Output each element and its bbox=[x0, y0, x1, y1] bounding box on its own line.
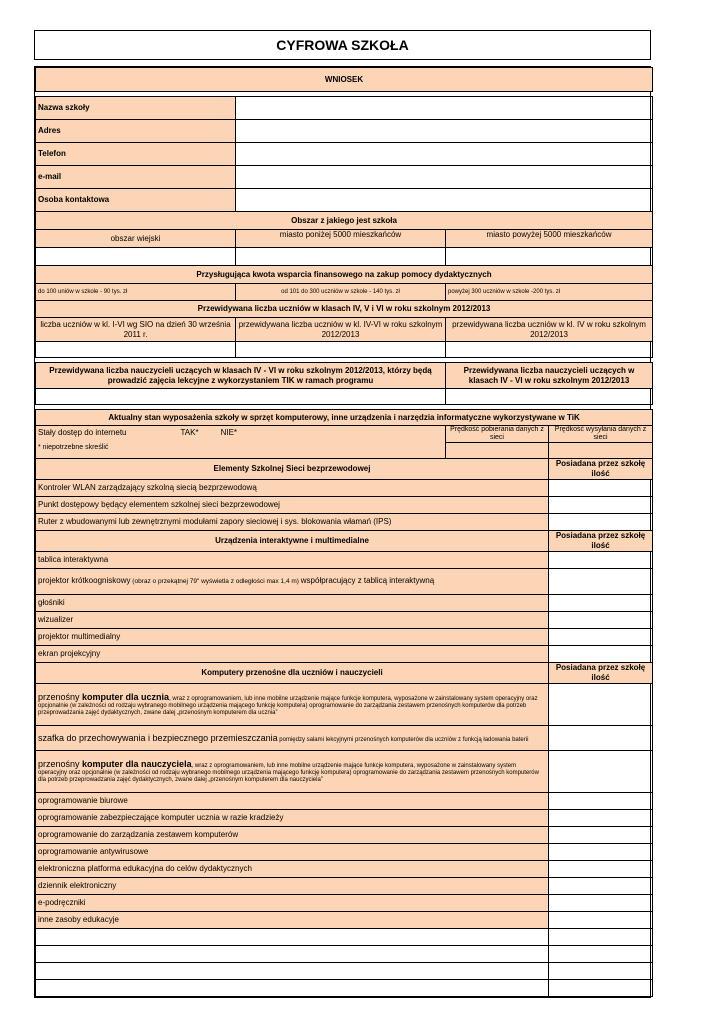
upload-speed-field[interactable] bbox=[549, 443, 653, 459]
teacher-laptop-c: , wraz z oprogramowaniem, lub inne mobilne urządzenie mające funkcje komputera, wyposażone w zainstalowany system operacyjny oraz opcjonalnie (w zależności od rodzaju wybranego mobilnego urządzenia mającego funkcję komputera) oprogramowanie do zarządzania zestawem przenośnych komputerów dla potrzeb przeprowadzania zajęć dydaktycznych, zwane dalej „przenośnym komputerem dla nauczyciela” bbox=[38, 763, 539, 783]
qty-field[interactable] bbox=[549, 861, 653, 878]
empty-item-field[interactable] bbox=[36, 946, 549, 963]
qty-field[interactable] bbox=[549, 810, 653, 827]
qty-field[interactable] bbox=[549, 827, 653, 844]
qty-field[interactable] bbox=[549, 726, 653, 751]
list-item: Ruter z wbudowanymi lub zewnętrznymi modułami zapory sieciowej i sys. blokowania włamań (IPS) bbox=[36, 514, 549, 531]
form-title: CYFROWA SZKOŁA bbox=[34, 30, 651, 60]
form-subtitle: WNIOSEK bbox=[36, 68, 653, 92]
portable-heading: Komputery przenośne dla uczniów i nauczycieli bbox=[36, 663, 549, 684]
upload-speed-label: Prędkość wysyłania danych z sieci bbox=[549, 426, 653, 443]
cabinet-b: pomiędzy salami lekcyjnymi przenośnych komputerów dla uczniów z funkcją ładowania baterii bbox=[277, 736, 529, 743]
student-laptop-a: przenośny bbox=[38, 692, 83, 702]
qty-field[interactable] bbox=[549, 646, 653, 663]
teacher-laptop-b: komputer dla nauczyciela bbox=[82, 759, 192, 769]
list-item: projektor multimedialny bbox=[36, 629, 549, 646]
email-field[interactable] bbox=[236, 166, 653, 189]
area-heading: Obszar z jakiego jest szkoła bbox=[36, 212, 653, 230]
portable-qty-heading: Posiadana przez szkołę ilość bbox=[549, 663, 653, 684]
students-col-sio: liczba uczniów w kl. I-VI wg SIO na dzień 30 września 2011 r. bbox=[36, 318, 236, 342]
list-item: oprogramowanie antywirusowe bbox=[36, 844, 549, 861]
qty-field[interactable] bbox=[549, 612, 653, 629]
qty-field[interactable] bbox=[549, 929, 653, 946]
teachers-total-heading: Przewidywana liczba nauczycieli uczących w klasach IV - VI w roku szkolnym 2012/2013 bbox=[446, 363, 653, 389]
contact-person-label: Osoba kontaktowa bbox=[36, 189, 236, 212]
teacher-laptop-a: przenośny bbox=[38, 759, 83, 769]
qty-field[interactable] bbox=[549, 684, 653, 726]
list-item-projector bbox=[36, 569, 549, 595]
list-item-student-laptop bbox=[36, 684, 549, 726]
internet-access-label: Stały dostęp do internetu bbox=[38, 428, 127, 437]
list-item: ekran projekcyjny bbox=[36, 646, 549, 663]
empty-item-field[interactable] bbox=[36, 929, 549, 946]
qty-field[interactable] bbox=[549, 480, 653, 497]
area-option-small-city: miasto poniżej 5000 mieszkańców bbox=[236, 230, 446, 248]
students-iv-field[interactable] bbox=[446, 342, 653, 358]
email-label: e-mail bbox=[36, 166, 236, 189]
teachers-tik-field[interactable] bbox=[36, 389, 446, 405]
qty-field[interactable] bbox=[549, 569, 653, 595]
students-col-iv-vi: przewidywana liczba uczniów w kl. IV-VI w roku szkolnym 2012/2013 bbox=[236, 318, 446, 342]
area-small-city-field[interactable] bbox=[236, 248, 446, 266]
qty-field[interactable] bbox=[549, 844, 653, 861]
list-item: oprogramowanie biurowe bbox=[36, 793, 549, 810]
list-item: oprogramowanie do zarządzania zestawem komputerów bbox=[36, 827, 549, 844]
student-laptop-c: , wraz z oprogramowaniem, lub inne mobilne urządzenie mające funkcje komputera, wyposażone w zainstalowany system operacyjny oraz opcjonalnie (w zależności od rodzaju wybranego mobilnego urządzenia mającego funkcję komputera) oprogramowanie do zarządzania zestawem przenośnych komputerów dla potrzeb przeprowadzania zajęć dydaktycznych, zwane dalej „przenośnym komputerem dla ucznia” bbox=[38, 696, 538, 716]
list-item-teacher-laptop bbox=[36, 751, 549, 793]
list-item: elektroniczna platforma edukacyjna do celów dydaktycznych bbox=[36, 861, 549, 878]
empty-item-field[interactable] bbox=[36, 963, 549, 980]
area-rural-field[interactable] bbox=[36, 248, 236, 266]
qty-field[interactable] bbox=[549, 497, 653, 514]
contact-person-field[interactable] bbox=[236, 189, 653, 212]
school-name-field[interactable] bbox=[236, 97, 653, 120]
students-col-iv: przewidywana liczba uczniów w kl. IV w roku szkolnym 2012/2013 bbox=[446, 318, 653, 342]
phone-label: Telefon bbox=[36, 143, 236, 166]
form-body bbox=[34, 66, 651, 998]
internet-access-cell bbox=[36, 426, 446, 459]
support-heading: Przysługująca kwota wsparcia finansowego na zakup pomocy dydaktycznych bbox=[36, 266, 653, 284]
list-item: e-podręczniki bbox=[36, 895, 549, 912]
phone-field[interactable] bbox=[236, 143, 653, 166]
tak-option[interactable]: TAK* bbox=[180, 428, 199, 437]
area-option-rural: obszar wiejski bbox=[36, 230, 236, 248]
qty-field[interactable] bbox=[549, 629, 653, 646]
qty-field[interactable] bbox=[549, 912, 653, 929]
list-item: oprogramowanie zabezpieczające komputer ucznia w razie kradzieży bbox=[36, 810, 549, 827]
support-option-medium: od 101 do 300 uczniów w szkole - 140 tys. zł bbox=[236, 284, 446, 301]
network-qty-heading: Posiadana przez szkołę ilość bbox=[549, 459, 653, 480]
qty-field[interactable] bbox=[549, 751, 653, 793]
equipment-heading: Aktualny stan wyposażenia szkoły w sprzęt komputerowy, inne urządzenia i narzędzia informatyczne wykorzystywane w TiK bbox=[36, 410, 653, 426]
support-option-small: do 100 uniów w szkole - 90 tys. zł bbox=[36, 284, 236, 301]
teachers-tik-heading: Przewidywana liczba nauczycieli uczących w klasach IV - VI w roku szkolnym 2012/2013, którzy będą prowadzić zajęcia lekcyjne z wykorzystaniem TIK w ramach programu bbox=[36, 363, 446, 389]
list-item: Kontroler WLAN zarządzający szkolną siecią bezprzewodową bbox=[36, 480, 549, 497]
footnote: * niepotrzebne skreślić bbox=[38, 444, 109, 451]
cabinet-a: szafka do przechowywania i bezpiecznego przemieszczania bbox=[38, 732, 278, 743]
interactive-qty-heading: Posiadana przez szkołę ilość bbox=[549, 531, 653, 552]
nie-option[interactable]: NIE* bbox=[220, 428, 238, 437]
application-form bbox=[34, 30, 651, 998]
school-name-label: Nazwa szkoły bbox=[36, 97, 236, 120]
qty-field[interactable] bbox=[549, 793, 653, 810]
qty-field[interactable] bbox=[549, 514, 653, 531]
support-option-large: powyżej 300 uczniów w szkole -200 tys. zł bbox=[446, 284, 653, 301]
download-speed-field[interactable] bbox=[446, 443, 549, 459]
area-option-large-city: miasto powyżej 5000 mieszkańców bbox=[446, 230, 653, 248]
students-iv-vi-field[interactable] bbox=[236, 342, 446, 358]
student-laptop-b: komputer dla ucznia bbox=[82, 692, 170, 702]
qty-field[interactable] bbox=[549, 895, 653, 912]
address-label: Adres bbox=[36, 120, 236, 143]
list-item: wizualizer bbox=[36, 612, 549, 629]
list-item-cabinet bbox=[36, 726, 549, 751]
interactive-heading: Urządzenia interaktywne i multimedialne bbox=[36, 531, 549, 552]
network-heading: Elementy Szkolnej Sieci bezprzewodowej bbox=[36, 459, 549, 480]
projector-spec: (obraz o przekątnej 79" wyświetla z odległości max 1,4 m) bbox=[130, 578, 301, 585]
address-field[interactable] bbox=[236, 120, 653, 143]
qty-field[interactable] bbox=[549, 963, 653, 980]
list-item: inne zasoby edukacyje bbox=[36, 912, 549, 929]
list-item: tablica interaktywna bbox=[36, 552, 549, 569]
qty-field[interactable] bbox=[549, 878, 653, 895]
qty-field[interactable] bbox=[549, 980, 653, 997]
students-heading: Przewidywana liczba uczniów w klasach IV, V i VI w roku szkolnym 2012/2013 bbox=[36, 301, 653, 318]
download-speed-label: Prędkość pobierania danych z sieci bbox=[446, 426, 549, 443]
teachers-total-field[interactable] bbox=[446, 389, 653, 405]
list-item: Punkt dostępowy będący elementem szkolnej sieci bezprzewodowej bbox=[36, 497, 549, 514]
projector-name: projektor krótkoogniskowy bbox=[38, 576, 131, 585]
students-sio-field[interactable] bbox=[36, 342, 236, 358]
area-large-city-field[interactable] bbox=[446, 248, 653, 266]
list-item: głośniki bbox=[36, 595, 549, 612]
qty-field[interactable] bbox=[549, 552, 653, 569]
qty-field[interactable] bbox=[549, 595, 653, 612]
projector-compat: współpracujący z tablicą interaktywną bbox=[300, 576, 435, 585]
qty-field[interactable] bbox=[549, 946, 653, 963]
form-table bbox=[35, 67, 653, 997]
empty-item-field[interactable] bbox=[36, 980, 549, 997]
list-item: dziennik elektroniczny bbox=[36, 878, 549, 895]
